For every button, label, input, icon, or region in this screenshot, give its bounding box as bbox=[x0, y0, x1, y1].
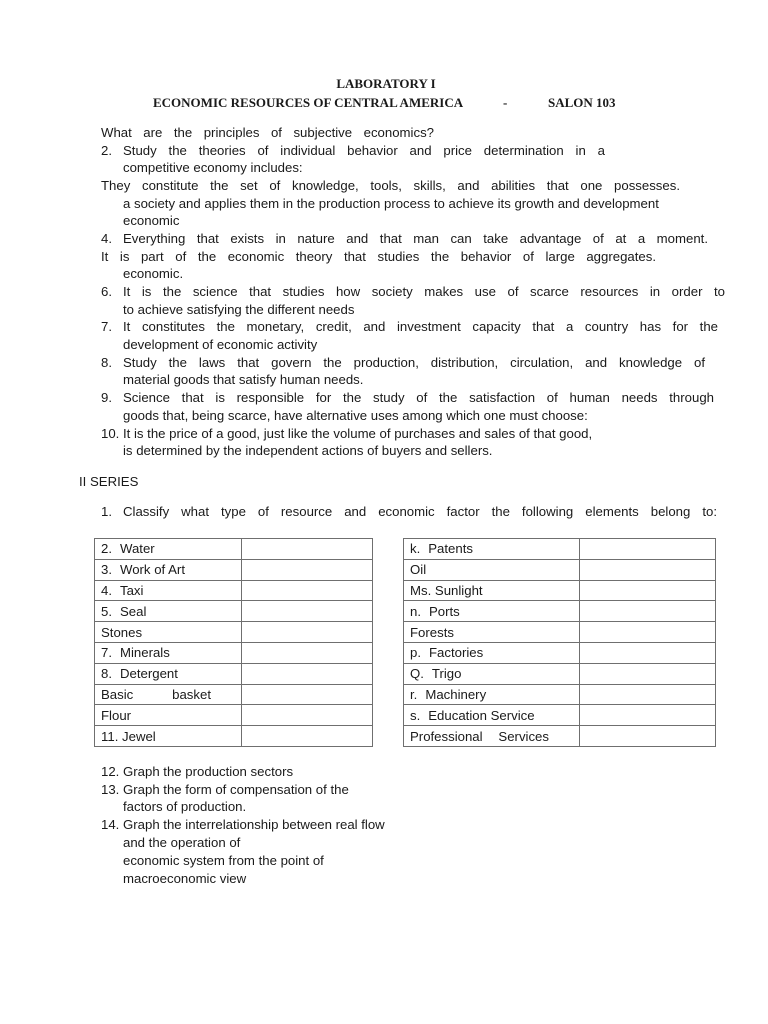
element-label bbox=[101, 666, 178, 681]
element-label-cell bbox=[95, 663, 242, 684]
element-label-part-b: basket bbox=[172, 686, 211, 702]
page-title: LABORATORY I bbox=[336, 76, 436, 91]
element-label-part-a: 3. bbox=[101, 562, 112, 578]
classification-table-right bbox=[403, 538, 716, 747]
table-row bbox=[95, 539, 373, 560]
table-row bbox=[95, 726, 373, 747]
answer-cell[interactable] bbox=[242, 539, 373, 560]
element-label-cell bbox=[404, 642, 580, 663]
element-label-cell bbox=[95, 622, 242, 643]
answer-cell[interactable] bbox=[580, 622, 716, 643]
element-label bbox=[410, 562, 426, 577]
element-label-part-a: Oil bbox=[410, 562, 427, 578]
element-label bbox=[410, 541, 473, 556]
question-10-number: 10. bbox=[101, 426, 120, 441]
answer-cell[interactable] bbox=[242, 642, 373, 663]
element-label-cell bbox=[404, 705, 580, 726]
answer-cell[interactable] bbox=[580, 642, 716, 663]
table-row bbox=[404, 580, 716, 601]
table-row bbox=[95, 705, 373, 726]
question-8-line2: material goods that satisfy human needs. bbox=[123, 372, 364, 387]
classification-instruction: Classify what type of resource and economic factor the following elements belong to: bbox=[123, 504, 717, 519]
element-label-part-a: p. bbox=[410, 645, 421, 661]
question-4-line1: Everything that exists in nature and that man can take advantage of at a moment. bbox=[123, 231, 708, 246]
element-label-cell bbox=[404, 726, 580, 747]
element-label-part-a: Stones bbox=[101, 624, 143, 640]
question-8-line1: Study the laws that govern the production, distribution, circulation, and knowledge of bbox=[123, 355, 705, 370]
answer-cell[interactable] bbox=[242, 580, 373, 601]
question-13-line2: factors of production. bbox=[123, 799, 247, 814]
question-9-line1: Science that is responsible for the study of the satisfaction of human needs through bbox=[123, 390, 714, 405]
element-label-part-a: n. bbox=[410, 603, 421, 619]
element-label-cell bbox=[404, 580, 580, 601]
element-label-part-a: 7. bbox=[101, 645, 112, 661]
table-row bbox=[404, 684, 716, 705]
answer-cell[interactable] bbox=[242, 705, 373, 726]
table-row bbox=[404, 705, 716, 726]
element-label bbox=[410, 708, 535, 723]
table-row bbox=[95, 559, 373, 580]
question-2-line1: Study the theories of individual behavior and price determination in a bbox=[123, 143, 605, 158]
element-label bbox=[410, 729, 579, 744]
question-10-line2: is determined by the independent actions of buyers and sellers. bbox=[123, 443, 493, 458]
question-3-line2: a society and applies them in the production process to achieve its growth and development bbox=[123, 196, 659, 211]
element-label-cell bbox=[95, 601, 242, 622]
element-label bbox=[101, 604, 146, 619]
table-row bbox=[95, 580, 373, 601]
element-label-part-b: Taxi bbox=[120, 582, 144, 598]
element-label-cell bbox=[404, 622, 580, 643]
table-row bbox=[95, 601, 373, 622]
table-row bbox=[404, 663, 716, 684]
answer-cell[interactable] bbox=[580, 663, 716, 684]
answer-cell[interactable] bbox=[242, 601, 373, 622]
question-9-line2: goods that, being scarce, have alternative uses among which one must choose: bbox=[123, 408, 588, 423]
element-label-part-b: Trigo bbox=[431, 666, 462, 682]
question-4-number: 4. bbox=[101, 231, 112, 246]
element-label bbox=[101, 583, 143, 598]
question-9-number: 9. bbox=[101, 390, 112, 405]
element-label bbox=[410, 645, 483, 660]
element-label-cell bbox=[404, 559, 580, 580]
table-row bbox=[95, 663, 373, 684]
element-label-part-a: s. bbox=[410, 707, 421, 723]
answer-cell[interactable] bbox=[242, 663, 373, 684]
element-label-cell bbox=[404, 663, 580, 684]
element-label-part-a: k. bbox=[410, 541, 421, 557]
element-label bbox=[101, 562, 185, 577]
question-1: What are the principles of subjective economics? bbox=[101, 125, 434, 140]
answer-cell[interactable] bbox=[580, 726, 716, 747]
element-label-cell bbox=[95, 580, 242, 601]
question-6-line2: to achieve satisfying the different needs bbox=[123, 302, 355, 317]
question-3-line3: economic bbox=[123, 213, 180, 228]
element-label bbox=[101, 541, 155, 556]
table-row bbox=[95, 622, 373, 643]
answer-cell[interactable] bbox=[242, 622, 373, 643]
element-label bbox=[410, 625, 454, 640]
question-14-line3: economic system from the point of bbox=[123, 853, 324, 868]
element-label-part-a: Flour bbox=[101, 707, 132, 723]
answer-cell[interactable] bbox=[580, 559, 716, 580]
element-label-cell bbox=[95, 684, 242, 705]
element-label-part-a: 8. bbox=[101, 666, 112, 682]
question-5-line2: economic. bbox=[123, 266, 184, 281]
element-label-cell bbox=[95, 705, 242, 726]
element-label-part-a: Basic bbox=[101, 686, 134, 702]
table-row bbox=[404, 642, 716, 663]
answer-cell[interactable] bbox=[580, 705, 716, 726]
answer-cell[interactable] bbox=[580, 684, 716, 705]
element-label-part-a: 11. Jewel bbox=[101, 728, 156, 744]
element-label bbox=[101, 687, 241, 702]
element-label-part-b: Work of Art bbox=[120, 562, 185, 578]
subtitle-dash: - bbox=[503, 95, 508, 110]
table-row bbox=[404, 601, 716, 622]
element-label-part-b: Services bbox=[498, 728, 549, 744]
answer-cell[interactable] bbox=[580, 539, 716, 560]
question-12: 12. Graph the production sectors bbox=[101, 764, 294, 779]
element-label-part-b: Factories bbox=[429, 645, 484, 661]
element-label-part-a: Q. bbox=[410, 666, 424, 682]
answer-cell[interactable] bbox=[242, 559, 373, 580]
question-13-line1: 13. Graph the form of compensation of the bbox=[101, 782, 349, 797]
element-label-part-a: Professional bbox=[410, 728, 483, 744]
table-row bbox=[404, 559, 716, 580]
element-label-part-b: Minerals bbox=[120, 645, 170, 661]
element-label bbox=[410, 604, 460, 619]
element-label-part-b: Ports bbox=[429, 603, 460, 619]
question-7-line2: development of economic activity bbox=[123, 337, 318, 352]
element-label-part-a: 2. bbox=[101, 541, 112, 557]
element-label-part-a: Ms. Sunlight bbox=[410, 582, 483, 598]
element-label-cell bbox=[404, 684, 580, 705]
answer-cell[interactable] bbox=[242, 726, 373, 747]
element-label-cell bbox=[404, 601, 580, 622]
element-label-part-b: Education Service bbox=[428, 707, 535, 723]
question-8-number: 8. bbox=[101, 355, 112, 370]
element-label bbox=[101, 708, 131, 723]
element-label bbox=[410, 666, 461, 681]
element-label bbox=[101, 645, 170, 660]
table-row bbox=[404, 539, 716, 560]
question-10-line1: It is the price of a good, just like the volume of purchases and sales of that good, bbox=[123, 426, 593, 441]
table-row bbox=[95, 684, 373, 705]
element-label-part-b: Seal bbox=[120, 603, 147, 619]
element-label-part-a: Forests bbox=[410, 624, 454, 640]
element-label bbox=[101, 625, 142, 640]
question-6-line1: It is the science that studies how society makes use of scarce resources in order to bbox=[123, 284, 725, 299]
question-14-line2: and the operation of bbox=[123, 835, 241, 850]
element-label bbox=[101, 729, 156, 744]
question-2-number: 2. bbox=[101, 143, 112, 158]
element-label-cell bbox=[95, 642, 242, 663]
element-label-cell bbox=[95, 559, 242, 580]
question-7-number: 7. bbox=[101, 319, 112, 334]
element-label-part-b: Detergent bbox=[120, 666, 178, 682]
question-3-line1: They constitute the set of knowledge, tools, skills, and abilities that one possesses. bbox=[101, 178, 680, 193]
table-row bbox=[404, 726, 716, 747]
element-label-part-b: Water bbox=[120, 541, 155, 557]
element-label-part-a: 4. bbox=[101, 582, 112, 598]
question-14-line1: 14. Graph the interrelationship between real flow bbox=[101, 817, 385, 832]
answer-cell[interactable] bbox=[580, 601, 716, 622]
question-2-line2: competitive economy includes: bbox=[123, 160, 303, 175]
element-label-part-b: Patents bbox=[428, 541, 473, 557]
question-14-line4: macroeconomic view bbox=[123, 871, 247, 886]
question-5-line1: It is part of the economic theory that studies the behavior of large aggregates. bbox=[101, 249, 656, 264]
subtitle-text: ECONOMIC RESOURCES OF CENTRAL AMERICA bbox=[153, 95, 464, 110]
table-row bbox=[404, 622, 716, 643]
element-label-part-b: Machinery bbox=[425, 686, 487, 702]
series-heading: II SERIES bbox=[79, 474, 139, 489]
element-label-cell bbox=[404, 539, 580, 560]
instruction-number: 1. bbox=[101, 504, 112, 519]
element-label bbox=[410, 583, 483, 598]
answer-cell[interactable] bbox=[580, 580, 716, 601]
answer-cell[interactable] bbox=[242, 684, 373, 705]
element-label bbox=[410, 687, 486, 702]
room-label: SALON 103 bbox=[548, 95, 616, 110]
element-label-cell bbox=[95, 539, 242, 560]
table-row bbox=[95, 642, 373, 663]
element-label-part-a: 5. bbox=[101, 603, 112, 619]
element-label-part-a: r. bbox=[410, 686, 418, 702]
question-6-number: 6. bbox=[101, 284, 112, 299]
element-label-cell bbox=[95, 726, 242, 747]
classification-table-left bbox=[94, 538, 373, 747]
question-7-line1: It constitutes the monetary, credit, and investment capacity that a country has for the bbox=[123, 319, 718, 334]
